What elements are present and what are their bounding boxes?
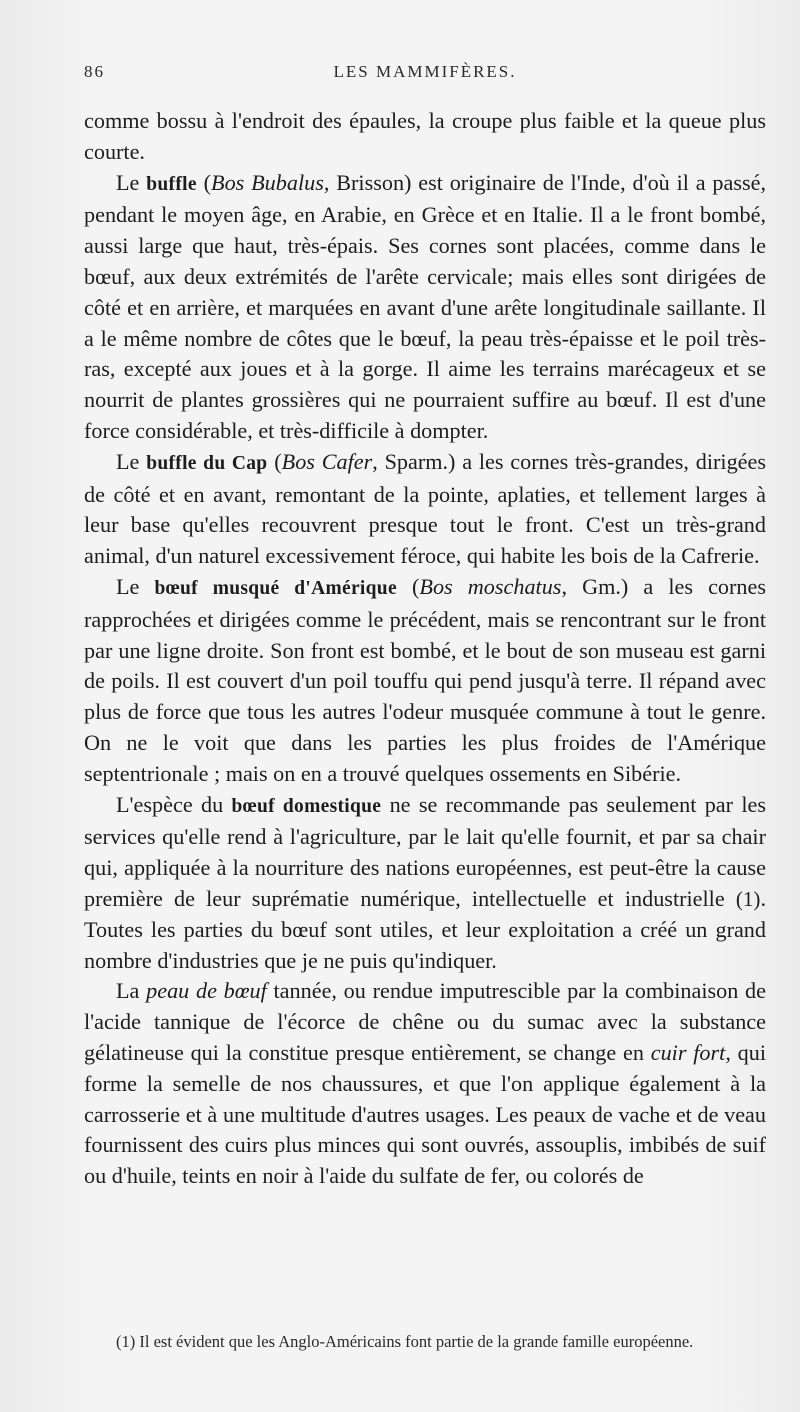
paragraph-intro: Le (116, 573, 155, 599)
italic-term: peau de bœuf (146, 978, 267, 1004)
footnote-text: Il est évident que les Anglo-Américains font partie de la grande famille européenne. (135, 1332, 694, 1351)
latin-name: Bos Bubalus (211, 169, 324, 195)
running-title: LES MAMMIFÈRES. (333, 62, 517, 81)
species-name: buffle (146, 173, 197, 195)
paragraph-boeuf-domestique (84, 790, 766, 977)
footnote (84, 1330, 766, 1353)
paragraph-text: tannée, ou rendue imputrescible par la combinaison de l'acide tannique de l'écorce de chêne ou du sumac avec la substance gélatineuse qui la constitue presque entièrement, se change en (84, 978, 766, 1065)
paragraph-buffle (84, 168, 766, 447)
paragraph-text: ne se recommande pas seulement par les services qu'elle rend à l'agriculture, par le lait qu'elle fournit, et par sa chair qui, appliquée à la nourriture des nations européennes, est peut-être la cause première de leur suprématie numérique, intellectuelle et industrielle (84, 791, 767, 911)
paren-open: ( (396, 573, 420, 599)
species-name: bœuf domestique (231, 795, 382, 817)
paragraph-text: , Sparm.) a les cornes très-grandes, dirigées de côté et en avant, remontant de la pointe, aplaties, et tellement larges à leur base qu'elles recouvrent presque tout le front. C'est un très-grand animal, d'un naturel excessivement féroce, qui habite les bois de la Cafrerie. (84, 448, 766, 569)
page-number: 86 (84, 62, 105, 81)
paragraph-text: , Brisson) est originaire de l'Inde, d'où il a passé, pendant le moyen âge, en Arabie, en Grèce et en Italie. Il a le front bombé, aussi large que haut, très-épais. Ses cornes sont placées, comme dans le bœuf, aux deux extrémités de l'arête cervicale; mais elles sont dirigées de côté et en arrière, et marquées en avant d'une arête longitudinale saillante. Il a le même nombre de côtes que le bœuf, la peau très-épaisse et le poil très-ras, excepté aux joues et à la gorge. Il aime les terrains marécageux et se nourrit de plantes grossières qui ne pourraient suffire au bœuf. Il est d'une force considérable, et très-difficile à dompter. (84, 169, 767, 443)
paragraph-text: . Toutes les parties du bœuf sont utiles, et leur exploitation a créé un grand nombre d'industries que je ne puis qu'indiquer. (84, 885, 766, 973)
paragraph-buffle-du-cap (84, 447, 766, 572)
species-name: bœuf musqué d'Amérique (154, 577, 397, 599)
paragraph-continuation (84, 106, 766, 168)
latin-name: Bos moschatus (419, 573, 562, 599)
paragraph-intro: Le (116, 448, 147, 474)
paren-open: ( (267, 448, 282, 474)
latin-name: Bos Cafer (281, 448, 373, 474)
footnote-reference: (1) (735, 886, 761, 911)
paragraph-peau-de-boeuf (84, 976, 766, 1192)
page-header (84, 62, 766, 86)
italic-term: cuir fort (650, 1039, 726, 1065)
species-name: buffle du Cap (146, 452, 268, 474)
paragraph-intro: L'espèce du (116, 791, 232, 817)
paragraph-text: , Gm.) a les cornes rapprochées et dirigées comme le précédent, mais se rencontrant sur le front par une ligne droite. Son front est bombé, et le bout de son museau est garni de poils. Il est couvert d'un poil touffu qui pend jusqu'à terre. Il répand avec plus de force que tous les autres l'odeur musquée commune à tout le genre. On ne le voit que dans les parties les plus froides de l'Amérique septentrionale ; mais on en a trouvé quelques ossements en Sibérie. (84, 573, 766, 786)
paragraph-text: , qui forme la semelle de nos chaussures, et que l'on applique également à la carrosserie et à une multitude d'autres usages. Les peaux de vache et de veau fournissent des cuirs plus minces qui sont ouvrés, assouplis, imbibés de suif ou d'huile, teints en noir à l'aide du sulfate de fer, ou colorés de (84, 1039, 766, 1189)
paragraph-intro: La (116, 978, 147, 1004)
footnote-label: (1) (116, 1332, 136, 1351)
paragraph-intro: Le (116, 169, 147, 195)
paren-open: ( (196, 169, 212, 195)
paragraph-text: comme bossu à l'endroit des épaules, la croupe plus faible et la queue plus courte. (84, 108, 766, 164)
paragraph-boeuf-musque (84, 572, 766, 790)
body-text (84, 106, 766, 1192)
